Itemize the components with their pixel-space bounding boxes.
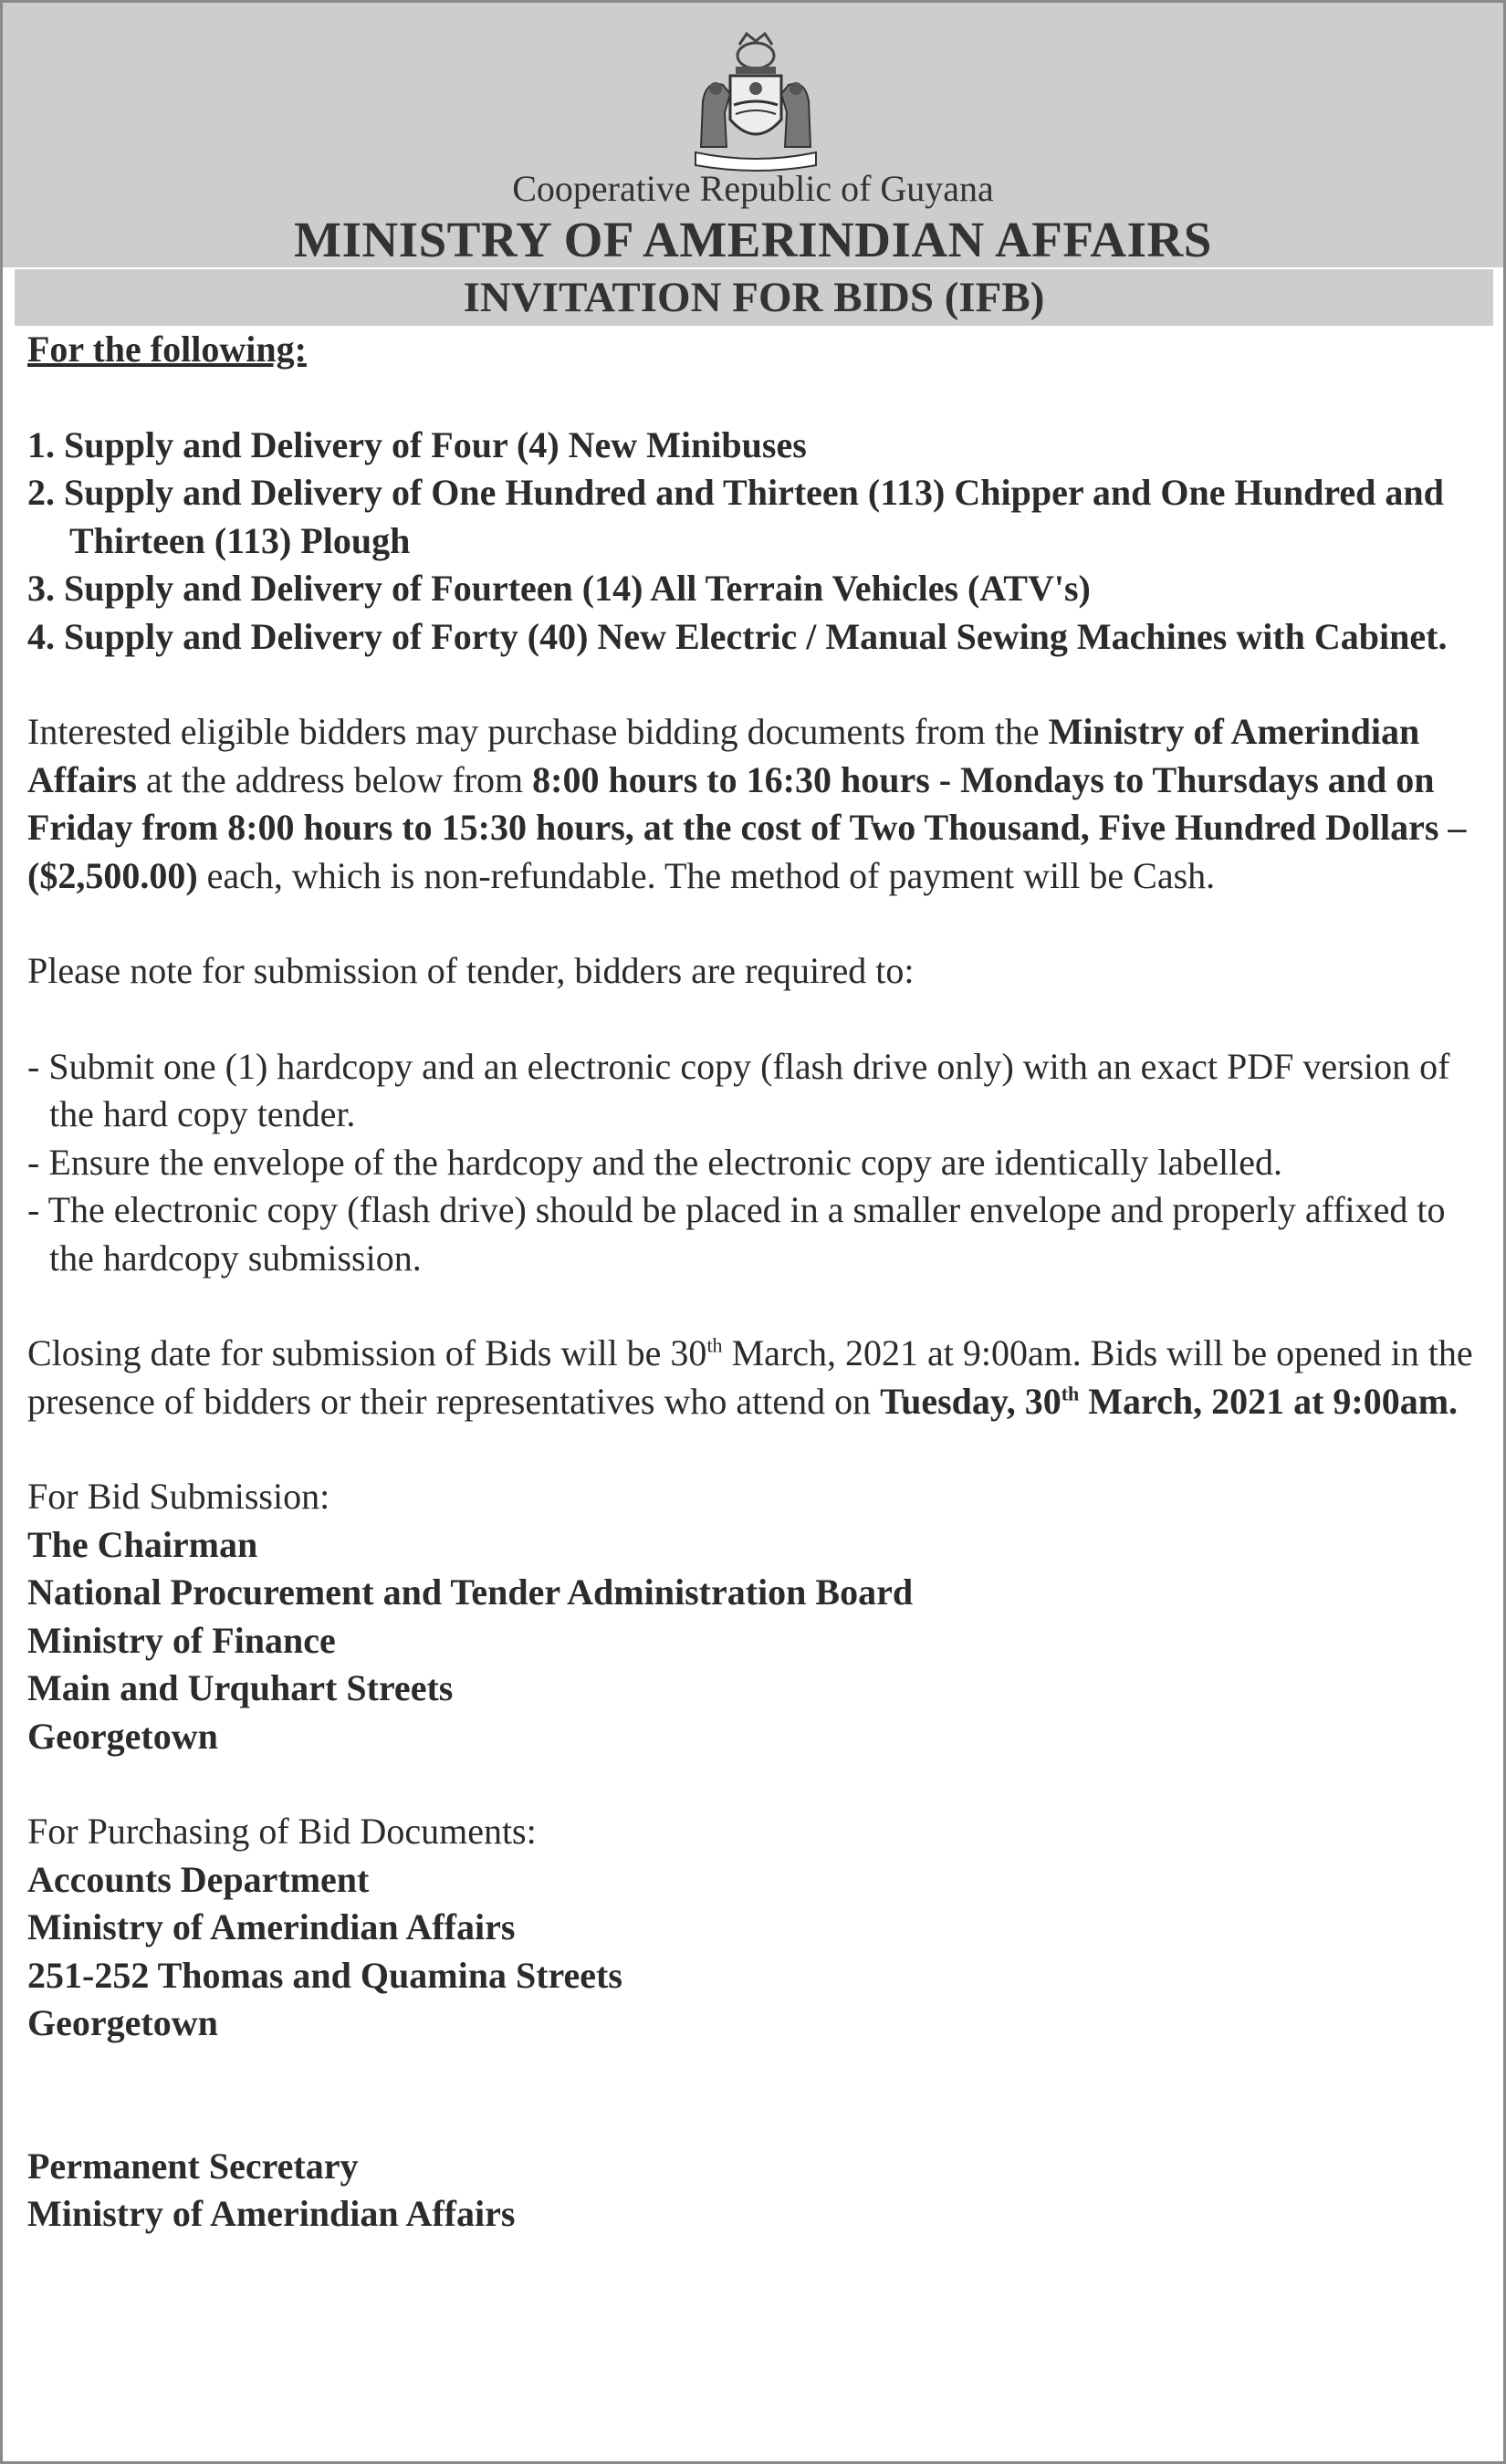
address-line: 251-252 Thomas and Quamina Streets (27, 1954, 622, 1996)
signatory-ministry: Ministry of Amerindian Affairs (27, 2193, 516, 2234)
list-item: 1. Supply and Delivery of Four (4) New Minibuses (27, 423, 807, 465)
address-line: Ministry of Finance (27, 1619, 336, 1661)
note-intro: Please note for submission of tender, bidders are required to: (27, 950, 915, 991)
closing-text-2: March, 2021 at 9:00am. Bids will be opened in the presence of bidders or their representatives who attend on (27, 1332, 1473, 1422)
country-name: Cooperative Republic of Guyana (512, 168, 994, 209)
address-line: Accounts Department (27, 1858, 370, 1900)
submission-address (27, 1521, 1484, 1761)
ministry-name: MINISTRY OF AMERINDIAN AFFAIRS (294, 212, 1212, 267)
closing-paragraph (27, 1330, 1484, 1425)
requirements-list (27, 1043, 1484, 1283)
purchase-ministry: Ministry of Amerindian Affairs (27, 711, 1420, 800)
address-line: Ministry of Amerindian Affairs (27, 1906, 516, 1947)
address-line: Georgetown (27, 2002, 218, 2043)
closing-text-1: Closing date for submission of Bids will be 30 (27, 1332, 707, 1373)
list-item: - Ensure the envelope of the hardcopy and the electronic copy are identically labelled. (27, 1141, 1282, 1183)
purchase-text-3: each, which is non-refundable. The method of payment will be Cash. (197, 854, 1216, 896)
list-item: 4. Supply and Delivery of Forty (40) New Electric / Manual Sewing Machines with Cabinet. (27, 615, 1448, 657)
list-item: 2. Supply and Delivery of One Hundred and Thirteen (113) Chipper and One Hundred and Thirteen (113) Plough (27, 472, 1444, 561)
purchase-hours-cost: 8:00 hours to 16:30 hours - Mondays to Thursdays and on Friday from 8:00 hours to 15:30 hours, at the cost of Two Thousand, Five Hundred Dollars – ($2,500.00) (27, 758, 1467, 896)
address-line: The Chairman (27, 1523, 258, 1565)
list-item: - The electronic copy (flash drive) should be placed in a smaller envelope and properly affixed to the hardcopy submission. (27, 1189, 1446, 1279)
opening-time: March, 2021 at 9:00am. (1079, 1380, 1459, 1422)
signatory-title: Permanent Secretary (27, 2145, 359, 2187)
ordinal-suffix: th (1061, 1382, 1080, 1405)
purchasing-address (27, 1856, 1484, 2048)
purchase-text-2: at the address below from (136, 758, 533, 800)
page-title: INVITATION FOR BIDS (IFB) (15, 269, 1493, 326)
list-item: - Submit one (1) hardcopy and an electronic copy (flash drive only) with an exact PDF version of the hard copy tender. (27, 1045, 1450, 1134)
address-line: Main and Urquhart Streets (27, 1667, 454, 1708)
header-band (3, 3, 1503, 267)
items-list (27, 422, 1484, 662)
purchase-paragraph (27, 708, 1484, 900)
address-line: National Procurement and Tender Administration Board (27, 1571, 914, 1613)
intro-heading: For the following: (27, 329, 307, 370)
submission-label: For Bid Submission: (27, 1476, 330, 1517)
signature-block (27, 2143, 1484, 2239)
coat-of-arms-icon (683, 28, 829, 174)
purchasing-label: For Purchasing of Bid Documents: (27, 1811, 537, 1852)
notice-content (27, 326, 1484, 2239)
notice-body (15, 326, 1493, 2449)
list-item: 3. Supply and Delivery of Fourteen (14) All Terrain Vehicles (ATV's) (27, 568, 1091, 609)
ordinal-suffix: th (706, 1333, 723, 1357)
opening-date: Tuesday, 30 (880, 1380, 1062, 1422)
address-line: Georgetown (27, 1715, 218, 1757)
purchase-text-1: Interested eligible bidders may purchase bidding documents from the (27, 711, 1049, 752)
